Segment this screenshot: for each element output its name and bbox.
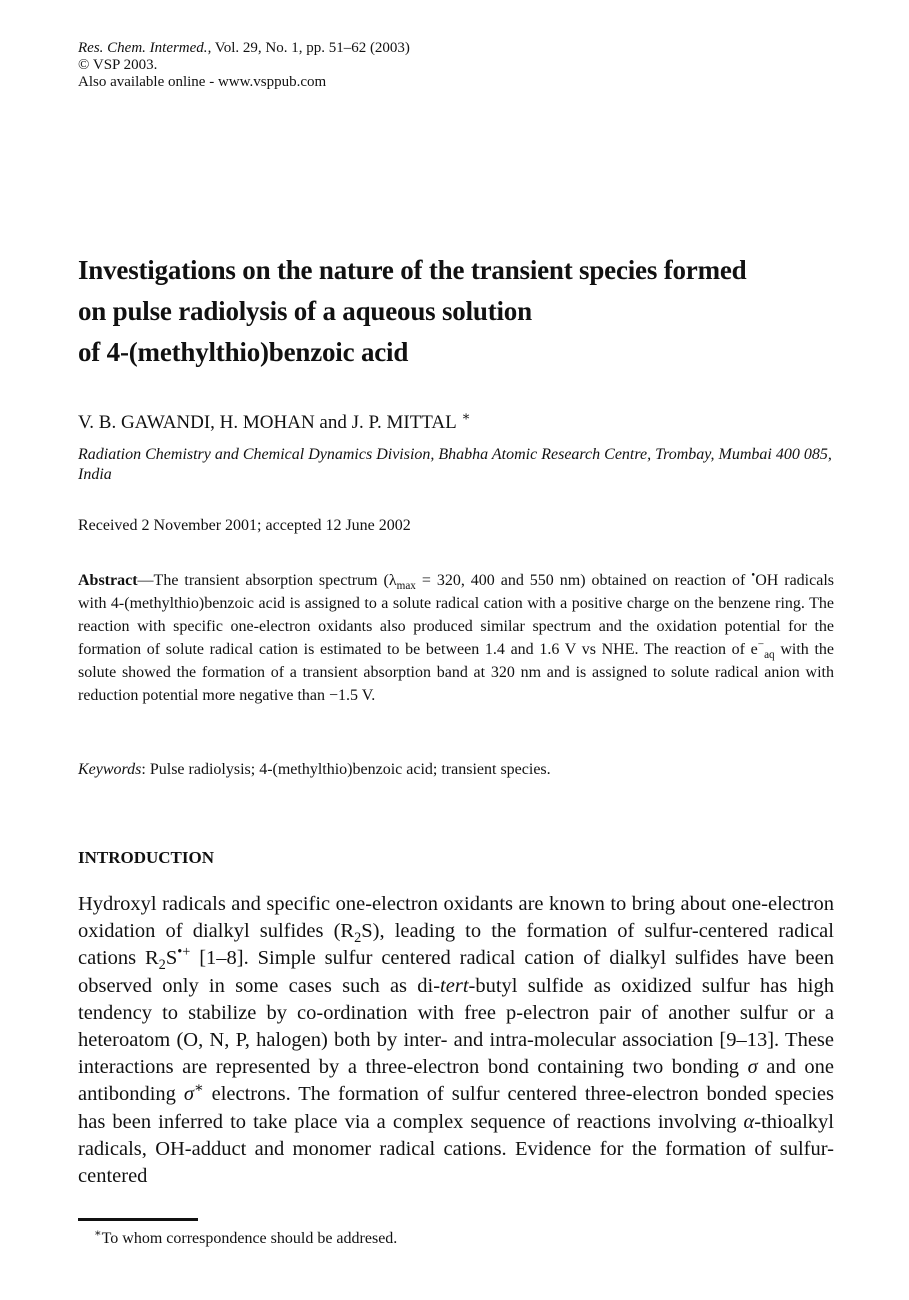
paper-title (78, 250, 834, 373)
lambda-max-subscript: max (396, 580, 416, 593)
intro-text-4: [1–8]. Simple sulfur centered radical cation of dialkyl sulfides have been observed only in some cases such as di- (78, 947, 834, 997)
title-line-2: on pulse radiolysis of a aqueous solution (78, 296, 532, 326)
intro-text-1: Hydroxyl radicals and specific one-electron oxidants are known to bring about one-electron oxidation of dialkyl sulfides (R (78, 893, 834, 943)
intro-text-6: and one antibonding (78, 1056, 834, 1106)
journal-header (78, 40, 834, 91)
author-list (78, 408, 471, 434)
received-dates: Received 2 November 2001; accepted 12 June 2002 (78, 517, 411, 534)
alpha-symbol: α (743, 1110, 755, 1133)
introduction-paragraph (78, 891, 834, 1190)
abstract-label: Abstract (78, 572, 138, 589)
title-line-3: of 4-(methylthio)benzoic acid (78, 337, 409, 367)
keywords-label: Keywords (78, 761, 142, 778)
online-availability: Also available online - www.vsppub.com (78, 74, 327, 90)
intro-text-7: electrons. The formation of sulfur centered three-electron bonded species has been inferred to take place via a complex sequence of reactions involving (78, 1083, 834, 1133)
author-names: V. B. GAWANDI, H. MOHAN and J. P. MITTAL (78, 412, 457, 433)
keywords (78, 761, 551, 779)
citation-details: , Vol. 29, No. 1, pp. 51–62 (2003) (207, 40, 410, 56)
sigma-symbol: σ (747, 1056, 758, 1079)
abstract-text-1: —The transient absorption spectrum (λ (137, 572, 397, 589)
sigma-star-symbol: σ (183, 1083, 194, 1106)
star-superscript: ∗ (193, 1080, 204, 1097)
radical-cation-superscript: •+ (177, 944, 191, 961)
footnote-text: To whom correspondence should be addresed. (101, 1230, 398, 1247)
abstract-text-3: OH radicals with 4-(methylthio)benzoic acid is assigned to a solute radical cation with a positive charge on the benzene ring. The reaction with specific one-electron oxidants also produced similar spectrum and the oxidation potential for the formation of solute radical cation is estimated to be between 1.4 and 1.6 V vs NHE. The reaction of e (78, 572, 835, 658)
intro-text-3: S (165, 947, 178, 970)
abstract-text-4: with the solute showed the formation of a transient absorption band at 320 nm and is assigned to solute radical anion with reduction potential more negative than −1.5 V. (78, 641, 834, 704)
intro-text-8: -thioalkyl radicals, OH-adduct and monomer radical cations. Evidence for the formation of sulfur-centered (78, 1110, 834, 1188)
radical-dot: • (751, 569, 756, 582)
footnote (94, 1227, 398, 1248)
tert-italic: tert (440, 974, 469, 997)
subscript-2: 2 (158, 957, 166, 974)
footnote-mark: ∗ (94, 1227, 102, 1240)
keywords-text: : Pulse radiolysis; 4-(methylthio)benzoic acid; transient species. (141, 761, 551, 778)
affiliation: Radiation Chemistry and Chemical Dynamics Division, Bhabha Atomic Research Centre, Trombay, Mumbai 400 085, India (78, 446, 832, 483)
author-footnote-mark: ∗ (461, 408, 471, 424)
footnote-rule (78, 1218, 198, 1221)
electron-charge-superscript: − (757, 638, 765, 651)
abstract-text-2: = 320, 400 and 550 nm) obtained on reaction of (415, 572, 752, 589)
copyright-line: © VSP 2003. (78, 57, 158, 73)
abstract (78, 569, 834, 707)
citation-line (78, 40, 834, 57)
subscript-2: 2 (354, 930, 362, 947)
aq-subscript: aq (764, 649, 775, 662)
journal-name: Res. Chem. Intermed. (78, 40, 208, 56)
intro-text-2: S), leading to the formation of sulfur-centered radical cations R (78, 920, 834, 970)
title-line-1: Investigations on the nature of the transient species formed (78, 255, 747, 285)
section-heading: INTRODUCTION (78, 848, 215, 867)
intro-text-5: -butyl sulfide as oxidized sulfur has high tendency to stabilize by co-ordination with free p-electron pair of another sulfur or a heteroatom (O, N, P, halogen) both by inter- and intra-molecular association [9–13]. These interactions are represented by a three-electron bond containing two bonding (78, 974, 834, 1079)
